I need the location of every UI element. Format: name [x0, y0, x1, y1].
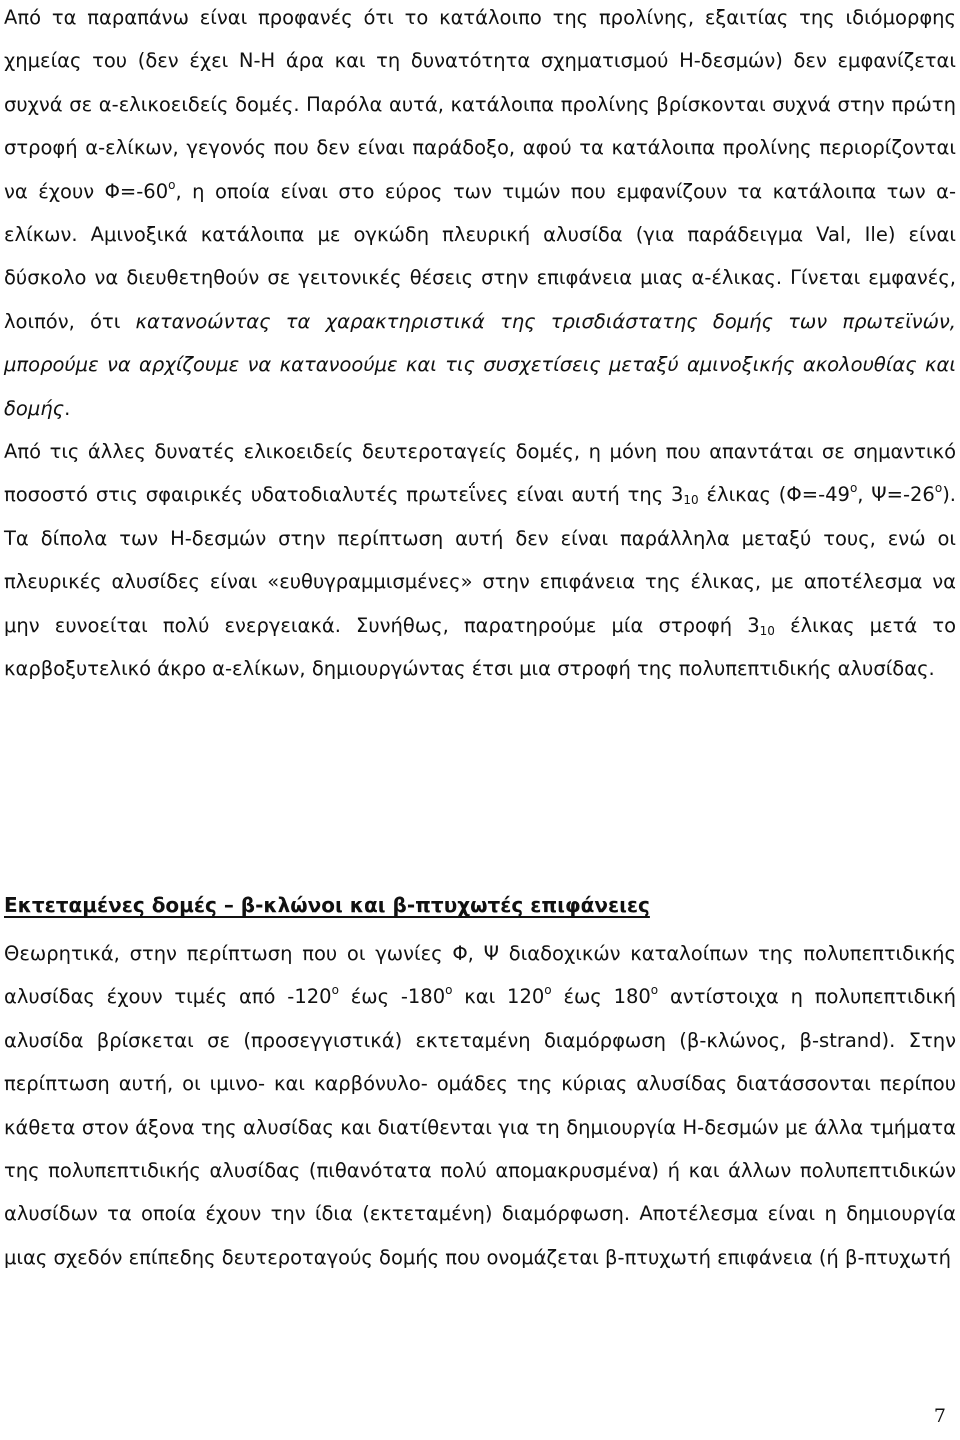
proline-text-2: , η οποία είναι στο εύρος των τιμών που εμφανίζουν τα κατάλοιπα των α-ελίκων. Αμινοξικά κατάλοιπα με ογκώδη πλευρική αλυσίδα (για παράδειγμα Val, Ile) είναι δύσκολο να διευθετηθούν σε γειτονικές θέσεις στην επιφάνεια μιας α-έλικας. Γίνεται εμφανές, λοιπόν, ότι — [4, 179, 956, 333]
helix-text-2: έλικας (Φ=-49 — [698, 483, 850, 507]
degree-superscript: o — [934, 481, 943, 496]
subscript-10: 10 — [683, 493, 699, 508]
paragraph-extended-structures — [4, 932, 956, 1279]
degree-superscript: o — [849, 481, 858, 496]
italic-emphasis: κατανοώντας τα χαρακτηριστικά της τρισδιάστατης δομής των πρωτεϊνών, μπορούμε να αρχίζουμε να κατανοούμε και τις συσχετίσεις μεταξύ αμινοξικής ακολουθίας και δομής — [4, 309, 956, 420]
page-number: 7 — [933, 1405, 946, 1427]
subscript-10: 10 — [759, 623, 775, 638]
helix-text-1: Από τις άλλες δυνατές ελικοειδείς δευτεροταγείς δομές, η μόνη που απαντάται σε σημαντικό ποσοστό στις σφαιρικές υδατοδιαλυτές πρωτεΐνες είναι αυτή της 3 — [4, 440, 956, 507]
strand-text-3: και 120 — [452, 985, 545, 1009]
document-page — [4, 0, 957, 1269]
proline-text-1: Από τα παραπάνω είναι προφανές ότι το κατάλοιπο της προλίνης, εξαιτίας της ιδιόμορφης χημείας του (δεν έχει N-H άρα και τη δυνατότητα σχηματισμού Η-δεσμών) δεν εμφανίζεται συχνά σε α-ελικοειδείς δομές. Παρόλα αυτά, κατάλοιπα προλίνης βρίσκονται συχνά στην πρώτη στροφή α-ελίκων, γεγονός που δεν είναι παράδοξο, αφού τα κατάλοιπα προλίνης περιορίζονται να έχουν Φ=-60 — [4, 6, 956, 203]
strand-text-5: αντίστοιχα η πολυπεπτιδική αλυσίδα βρίσκεται σε (προσεγγιστικά) εκτεταμένη διαμόρφωση (β-κλώνος, β-strand). Στην περίπτωση αυτή, οι ιμινο- και καρβόνυλο- ομάδες της κύριας αλυσίδας διατάσσονται περίπου κάθετα στον άξονα της αλυσίδας και διατίθενται για τη δημιουργία Η-δεσμών με άλλα τμήματα της πολυπεπτιδικής αλυσίδας (πιθανότατα πολύ απομακρυσμένα) ή και άλλων πολυπεπτιδικών αλυσίδων τα οποία έχουν την ίδια (εκτεταμένη) διαμόρφωση. Αποτέλεσμα είναι η δημιουργία μιας σχεδόν επίπεδης δευτεροταγούς δομής που ονομάζεται β-πτυχωτή επιφάνεια (ή β-πτυχωτή — [4, 985, 957, 1269]
strand-text-2: έως -180 — [338, 985, 446, 1009]
degree-superscript: o — [445, 983, 453, 998]
degree-superscript: o — [168, 177, 176, 192]
strand-text-4: έως 180 — [551, 985, 651, 1009]
helix-text-3: , Ψ=-26 — [857, 483, 935, 507]
paragraph-proline — [4, 0, 956, 430]
proline-text-end: . — [64, 396, 71, 420]
section-heading: Εκτεταμένες δομές – β-κλώνοι και β-πτυχωτές επιφάνειες — [4, 893, 650, 917]
degree-superscript: o — [650, 983, 659, 998]
helix-text-5: έλικας μετά το καρβοξυτελικό άκρο α-ελίκων, δημιουργώντας έτσι μια στροφή της πολυπεπτιδικής αλυσίδας. — [4, 613, 957, 681]
strand-text-1: Θεωρητικά, στην περίπτωση που οι γωνίες Φ, Ψ διαδοχικών καταλοίπων της πολυπεπτιδικής αλυσίδας έχουν τιμές από -120 — [4, 942, 956, 1009]
degree-superscript: o — [331, 983, 339, 998]
degree-superscript: o — [544, 983, 552, 998]
paragraph-3-10-helix — [4, 430, 956, 690]
helix-text-4: ). Τα δίπολα των Η-δεσμών στην περίπτωση αυτή δεν είναι παράλληλα μεταξύ τους, ενώ οι πλευρικές αλυσίδες είναι «ευθυγραμμισμένες» στην επιφάνεια της έλικας, με αποτέλεσμα να μην ευνοείται πολύ ενεργειακά. Συνήθως, παρατηρούμε μία στροφή 3 — [4, 483, 956, 637]
